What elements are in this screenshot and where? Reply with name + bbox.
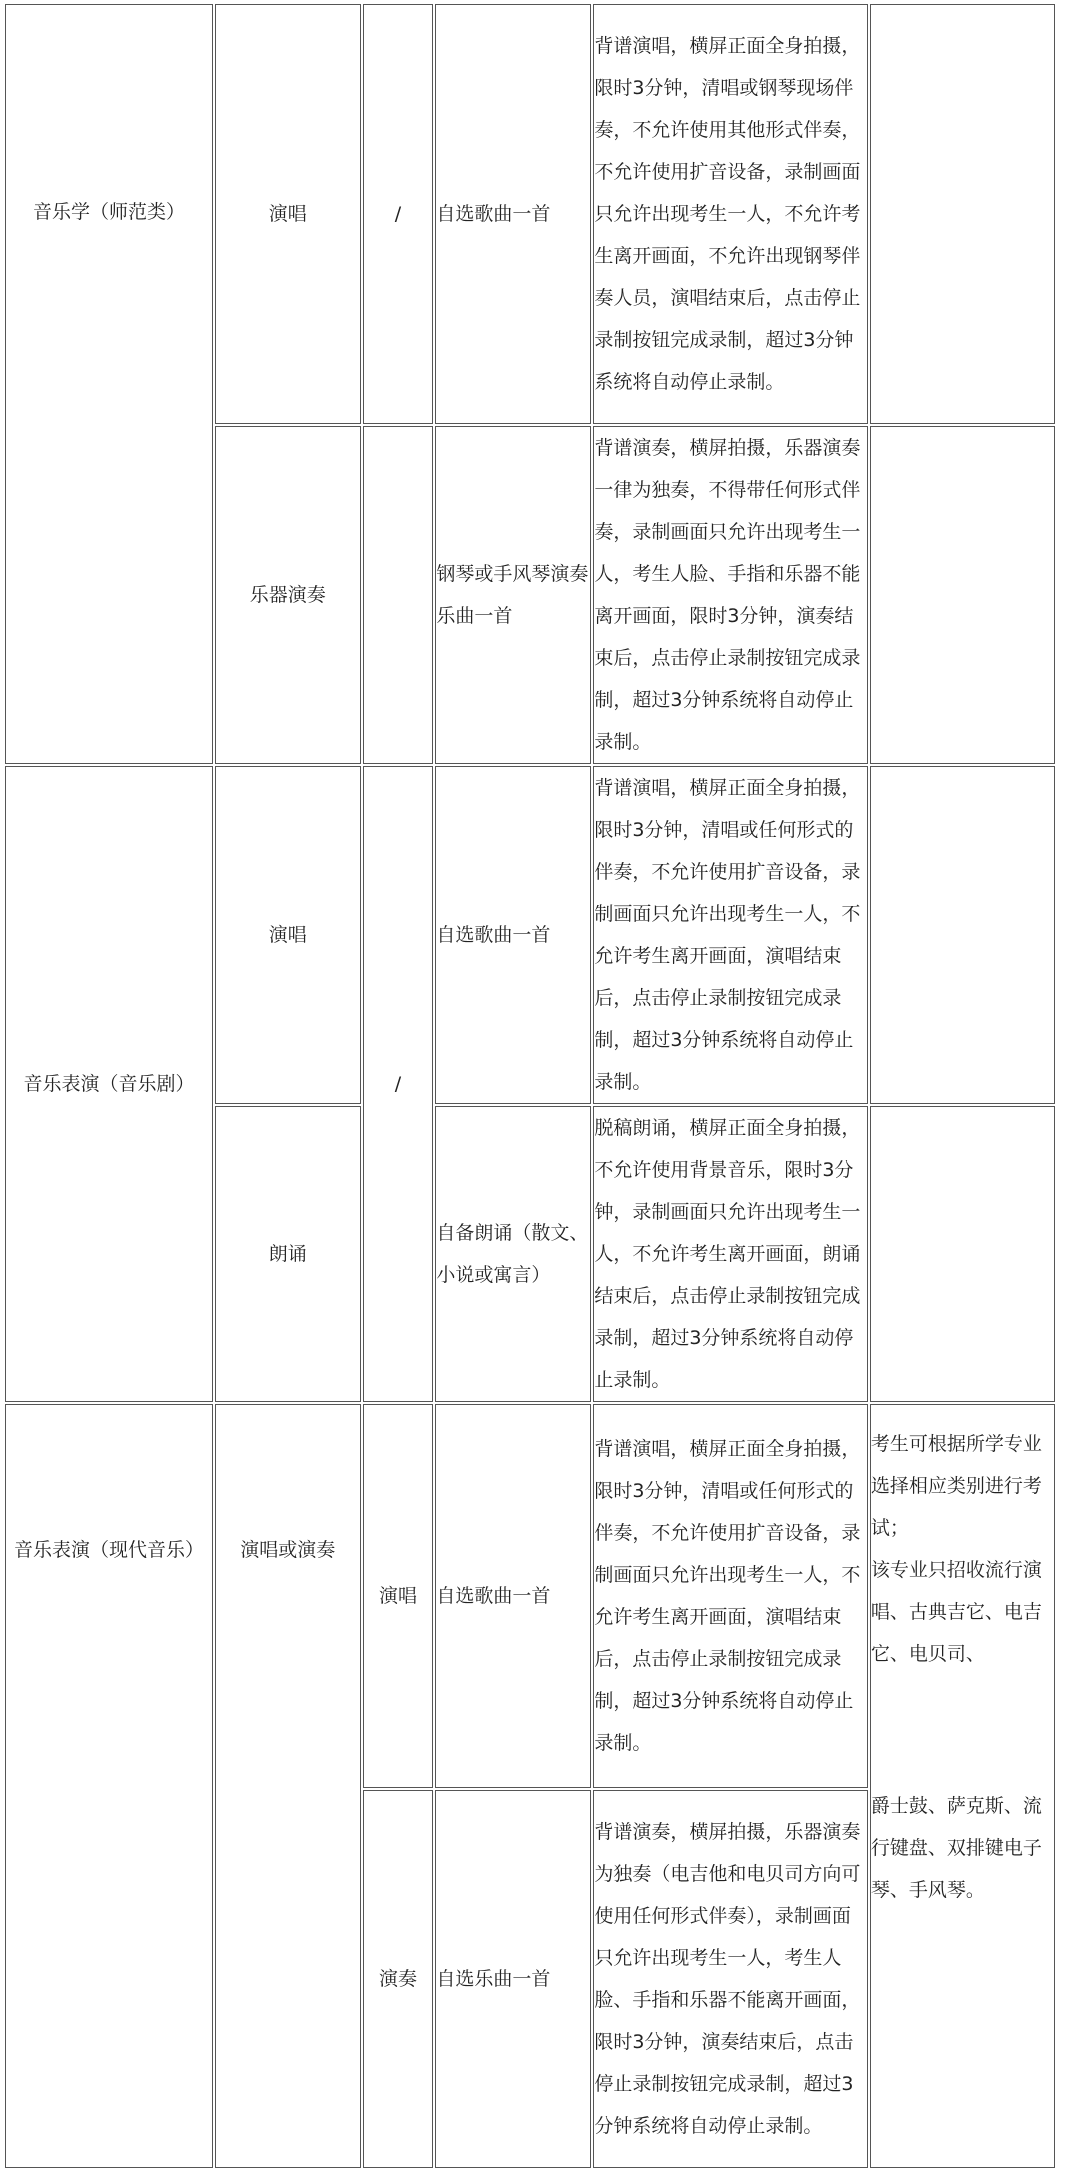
major-cell: 音乐表演（音乐剧）	[5, 766, 213, 1402]
table-row	[5, 766, 1055, 1104]
category-cell: 乐器演奏	[215, 426, 361, 764]
sub-type-cell: 演唱	[363, 1404, 434, 1788]
category-cell: 演唱	[215, 4, 361, 424]
note-cell	[870, 1404, 1055, 2168]
note-line: 该专业只招收流行演唱、古典吉它、电吉它、电贝司、	[870, 1559, 1042, 1665]
note-line: 爵士鼓、萨克斯、流行键盘、双排键电子琴、手风琴。	[870, 1795, 1042, 1901]
content-cell: 自选歌曲一首	[435, 1404, 591, 1788]
note-cell	[870, 1106, 1055, 1402]
exam-requirements-table	[3, 2, 1057, 2170]
content-cell: 自选乐曲一首	[435, 1790, 591, 2168]
content-cell: 自选歌曲一首	[435, 4, 591, 424]
major-cell: 音乐学（师范类）	[5, 4, 213, 764]
requirement-cell: 脱稿朗诵，横屏正面全身拍摄，不允许使用背景音乐，限时3分钟，录制画面只允许出现考生一人，不允许考生离开画面，朗诵结束后，点击停止录制按钮完成录制，超过3分钟系统将自动停止录制。	[593, 1106, 868, 1402]
table-row	[5, 4, 1055, 424]
requirement-cell: 背谱演唱，横屏正面全身拍摄，限时3分钟，清唱或钢琴现场伴奏，不允许使用其他形式伴奏，不允许使用扩音设备，录制画面只允许出现考生一人，不允许考生离开画面，不允许出现钢琴伴奏人员，演唱结束后，点击停止录制按钮完成录制，超过3分钟系统将自动停止录制。	[593, 4, 868, 424]
requirement-cell: 背谱演奏，横屏拍摄，乐器演奏一律为独奏，不得带任何形式伴奏，录制画面只允许出现考生一人，考生人脸、手指和乐器不能离开画面，限时3分钟，演奏结束后，点击停止录制按钮完成录制，超过3分钟系统将自动停止录制。	[593, 426, 868, 764]
category-cell: 演唱	[215, 766, 361, 1104]
table-row	[5, 1404, 1055, 1788]
note-line: 考生可根据所学专业选择相应类别进行考试；	[870, 1433, 1042, 1539]
note-cell	[870, 766, 1055, 1104]
requirement-cell: 背谱演唱，横屏正面全身拍摄，限时3分钟，清唱或任何形式的伴奏，不允许使用扩音设备，录制画面只允许出现考生一人，不允许考生离开画面，演唱结束后，点击停止录制按钮完成录制，超过3分钟系统将自动停止录制。	[593, 1404, 868, 1788]
requirement-cell: 背谱演唱，横屏正面全身拍摄，限时3分钟，清唱或任何形式的伴奏，不允许使用扩音设备，录制画面只允许出现考生一人，不允许考生离开画面，演唱结束后，点击停止录制按钮完成录制，超过3分钟系统将自动停止录制。	[593, 766, 868, 1104]
major-cell: 音乐表演（现代音乐）	[5, 1404, 213, 2168]
sub-type-cell: 演奏	[363, 1790, 434, 2168]
note-cell	[870, 4, 1055, 424]
category-cell: 朗诵	[215, 1106, 361, 1402]
sub-type-cell	[363, 426, 434, 764]
content-cell: 自备朗诵（散文、小说或寓言）	[435, 1106, 591, 1402]
note-spacer	[871, 1675, 1054, 1785]
content-cell: 自选歌曲一首	[435, 766, 591, 1104]
content-cell: 钢琴或手风琴演奏乐曲一首	[435, 426, 591, 764]
requirement-cell: 背谱演奏，横屏拍摄，乐器演奏为独奏（电吉他和电贝司方向可使用任何形式伴奏），录制画面只允许出现考生一人，考生人脸、手指和乐器不能离开画面，限时3分钟，演奏结束后，点击停止录制按钮完成录制，超过3分钟系统将自动停止录制。	[593, 1790, 868, 2168]
sub-type-cell: /	[363, 4, 434, 424]
category-cell: 演唱或演奏	[215, 1404, 361, 2168]
sub-type-cell: /	[363, 766, 434, 1402]
note-cell	[870, 426, 1055, 764]
